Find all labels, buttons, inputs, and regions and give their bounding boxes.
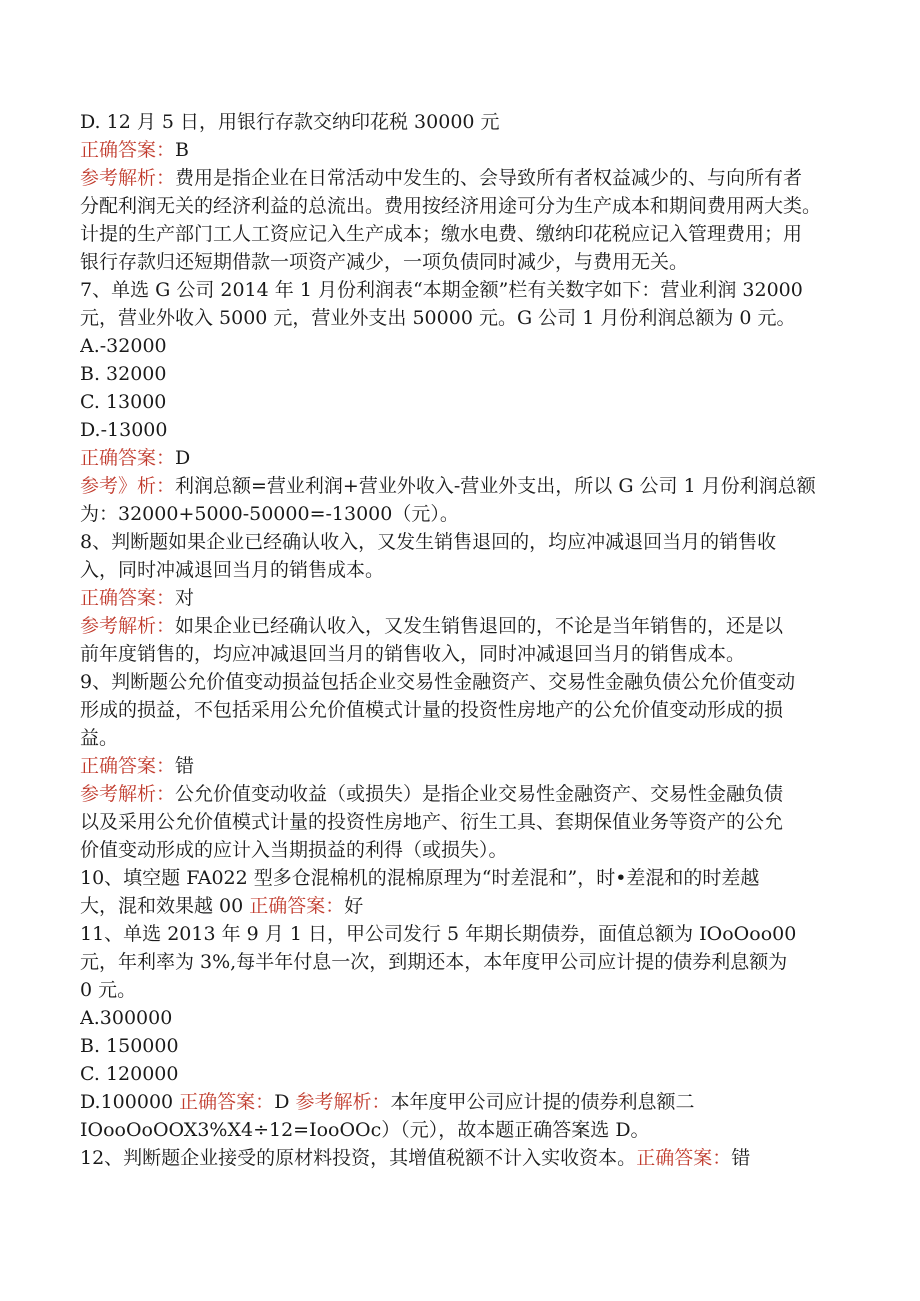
- line-text: 利润总额=营业利润+营业外收入-营业外支出，所以 G 公司 1 月份利润总额: [175, 475, 816, 497]
- line-text: C. 120000: [80, 1063, 179, 1085]
- text-line: [80, 1144, 840, 1172]
- text-line: [80, 528, 840, 556]
- answer-label: 参考》析：: [80, 475, 176, 497]
- line-text: 本年度甲公司应计提的债券利息额二: [390, 1091, 695, 1113]
- line-text: 益。: [80, 727, 119, 749]
- text-line: [80, 416, 840, 444]
- line-text: 7、单选 G 公司 2014 年 1 月份利润表“本期金额”栏有关数字如下：营业利润 32000: [80, 279, 803, 301]
- answer-label: 正确答案：: [80, 447, 176, 469]
- line-text: 好: [344, 895, 364, 917]
- text-line: [80, 808, 840, 836]
- answer-label: 参考解析：: [80, 167, 176, 189]
- line-text: 公允价值变动收益（或损失）是指企业交易性金融资产、交易性金融负债: [175, 783, 784, 805]
- text-line: [80, 696, 840, 724]
- line-text: D.-13000: [80, 419, 168, 441]
- line-text: 8、判断题如果企业已经确认收入，又发生销售退回的，均应冲减退回当月的销售收: [80, 531, 777, 553]
- answer-label: 正确答案：: [80, 755, 176, 777]
- answer-label: 正确答案：: [249, 895, 345, 917]
- line-text: D: [175, 447, 191, 469]
- line-text: 银行存款归还短期借款一项资产减少，一项负债同时减少，与费用无关。: [80, 251, 689, 273]
- text-line: [80, 136, 840, 164]
- line-text: 错: [175, 755, 195, 777]
- line-text: 形成的损益，不包括采用公允价值模式计量的投资性房地产的公允价值变动形成的损: [80, 699, 784, 721]
- text-line: [80, 1032, 840, 1060]
- text-line: [80, 920, 840, 948]
- line-text: 大，混和效果越 00: [80, 895, 250, 917]
- answer-label: 参考解析：: [80, 615, 176, 637]
- answer-label: 正确答案：: [80, 139, 176, 161]
- line-text: 为：32000+5000-50000=-13000（元）。: [80, 503, 459, 525]
- line-text: 价值变动形成的应计入当期损益的利得（或损失）。: [80, 839, 508, 861]
- line-text: 入，同时冲减退回当月的销售成本。: [80, 559, 385, 581]
- text-line: [80, 472, 840, 500]
- line-text: D. 12 月 5 日，用银行存款交纳印花税 30000 元: [80, 111, 500, 133]
- answer-label: 参考解析：: [295, 1091, 391, 1113]
- line-text: 11、单选 2013 年 9 月 1 日，甲公司发行 5 年期长期债券，面值总额为 IOoOoo00: [80, 923, 797, 945]
- text-line: [80, 556, 840, 584]
- text-line: [80, 164, 840, 192]
- line-text: A.300000: [80, 1007, 173, 1029]
- line-text: 对: [175, 587, 195, 609]
- line-text: 错: [731, 1147, 751, 1169]
- line-text: B. 150000: [80, 1035, 179, 1057]
- line-text: B: [175, 139, 189, 161]
- line-text: 元，年利率为 3%,每半年付息一次，到期还本，本年度甲公司应计提的债券利息额为: [80, 951, 788, 973]
- line-text: C. 13000: [80, 391, 167, 413]
- line-text: 计提的生产部门工人工资应记入生产成本；缴水电费、缴纳印花税应记入管理费用；用: [80, 223, 803, 245]
- line-text: 9、判断题公允价值变动损益包括企业交易性金融资产、交易性金融负债公允价值变动: [80, 671, 796, 693]
- line-text: 分配利润无关的经济利益的总流出。费用按经济用途可分为生产成本和期间费用两大类。: [80, 195, 822, 217]
- line-text: 元，营业外收入 5000 元，营业外支出 50000 元。G 公司 1 月份利润总额为 0 元。: [80, 307, 796, 329]
- answer-label: 正确答案：: [636, 1147, 732, 1169]
- text-line: [80, 976, 840, 1004]
- line-text: IOooOoOOX3%X4÷12=IooOOc）（元），故本题正确答案选 D。: [80, 1119, 650, 1141]
- text-line: [80, 108, 840, 136]
- text-line: [80, 304, 840, 332]
- line-text: 如果企业已经确认收入，又发生销售退回的，不论是当年销售的，还是以: [175, 615, 784, 637]
- text-line: [80, 444, 840, 472]
- text-line: [80, 724, 840, 752]
- text-line: [80, 192, 840, 220]
- answer-label: 正确答案：: [80, 587, 176, 609]
- text-line: [80, 1088, 840, 1116]
- line-text: B. 32000: [80, 363, 167, 385]
- text-line: [80, 584, 840, 612]
- answer-label: 参考解析：: [80, 783, 176, 805]
- text-line: [80, 1116, 840, 1144]
- document-page: [80, 108, 840, 1172]
- text-line: [80, 612, 840, 640]
- text-line: [80, 500, 840, 528]
- answer-label: 正确答案：: [179, 1091, 275, 1113]
- text-line: [80, 1060, 840, 1088]
- text-line: [80, 1004, 840, 1032]
- text-line: [80, 948, 840, 976]
- text-line: [80, 248, 840, 276]
- line-text: D.100000: [80, 1091, 180, 1113]
- line-text: A.-32000: [80, 335, 167, 357]
- text-line: [80, 780, 840, 808]
- text-line: [80, 752, 840, 780]
- text-line: [80, 864, 840, 892]
- text-line: [80, 276, 840, 304]
- line-text: 前年度销售的，均应冲减退回当月的销售收入，同时冲减退回当月的销售成本。: [80, 643, 746, 665]
- text-line: [80, 668, 840, 696]
- text-line: [80, 892, 840, 920]
- text-line: [80, 360, 840, 388]
- text-line: [80, 640, 840, 668]
- text-line: [80, 332, 840, 360]
- line-text: 0 元。: [80, 979, 137, 1001]
- line-text: 以及采用公允价值模式计量的投资性房地产、衍生工具、套期保值业务等资产的公允: [80, 811, 784, 833]
- text-line: [80, 220, 840, 248]
- line-text: 12、判断题企业接受的原材料投资，其增值税额不计入实收资本。: [80, 1147, 637, 1169]
- line-text: 费用是指企业在日常活动中发生的、会导致所有者权益减少的、与向所有者: [175, 167, 803, 189]
- text-line: [80, 836, 840, 864]
- line-text: 10、填空题 FA022 型多仓混棉机的混棉原理为“时差混和”，时•差混和的时差越: [80, 867, 760, 889]
- text-line: [80, 388, 840, 416]
- line-text: D: [274, 1091, 296, 1113]
